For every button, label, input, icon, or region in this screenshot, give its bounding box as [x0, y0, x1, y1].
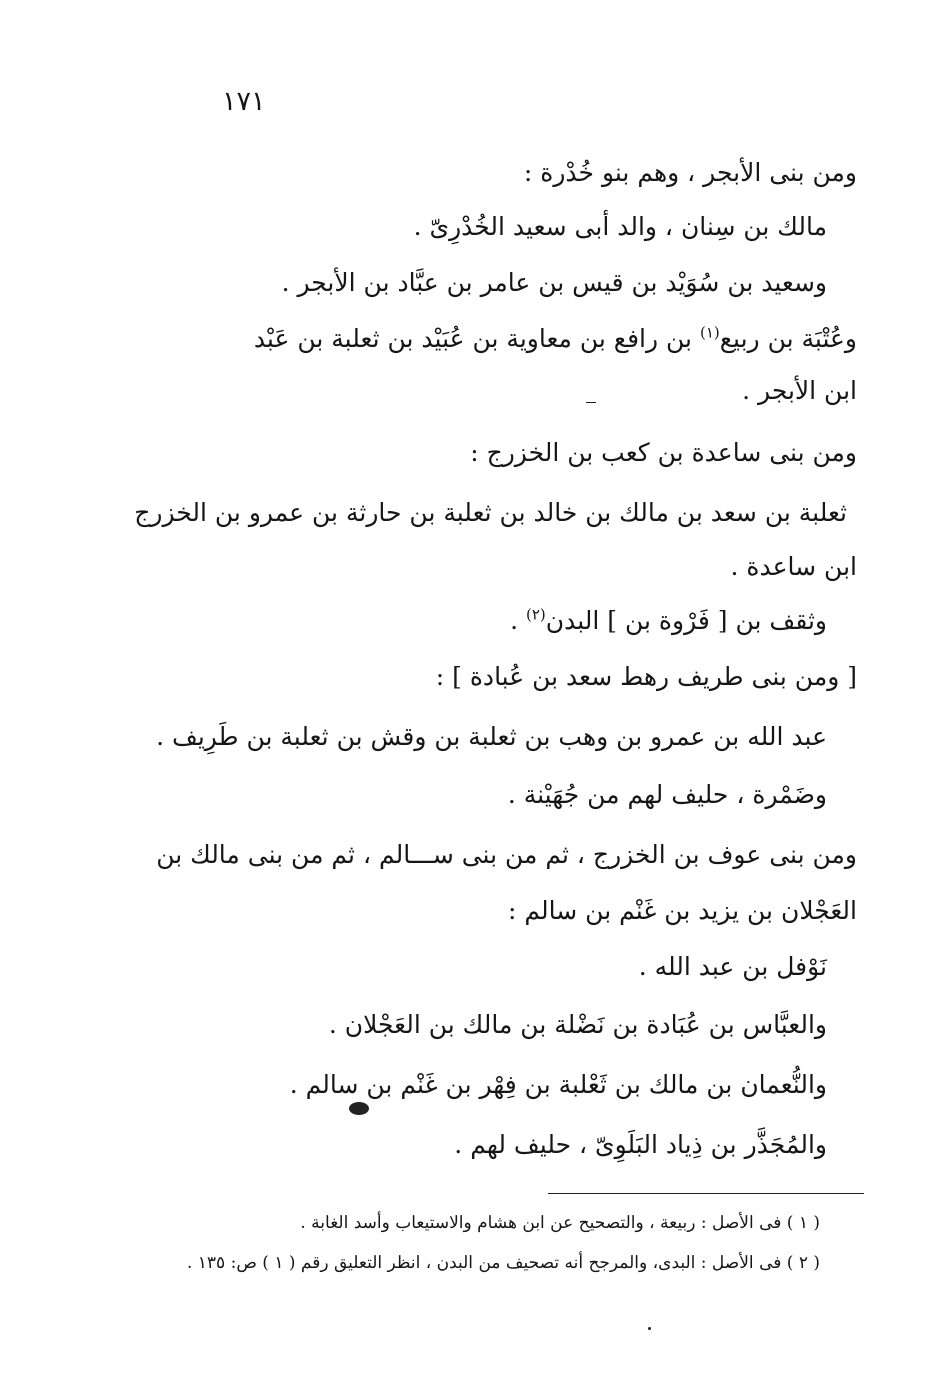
text-line: وسعيد بن سُوَيْد بن قيس بن عامر بن عبَّاد بن الأبجر . [281, 268, 827, 297]
text-line: والنُّعمان بن مالك بن ثَعْلبة بن فِهْر بن غَنْم بن سالم . [289, 1070, 827, 1099]
text-line-thaqf [510, 604, 827, 638]
text-line: ابن ساعدة . [730, 552, 857, 581]
text-line: والعبَّاس بن عُبَادة بن نَضْلة بن مالك بن العَجْلان . [328, 1010, 827, 1039]
footnote-separator [548, 1193, 864, 1194]
text-line: ومن بنى الأبجر ، وهم بنو خُدْرة : [523, 158, 857, 187]
ink-speck [648, 1327, 651, 1330]
text-line: عبد الله بن عمرو بن وهب بن ثعلبة بن وقش بن ثعلبة بن طَرِيف . [156, 722, 827, 751]
page-number: ١٧١ [222, 86, 266, 117]
section-heading: ومن بنى ساعدة بن كعب بن الخزرج : [470, 438, 857, 467]
text-line: نَوْفل بن عبد الله . [638, 952, 827, 981]
footnote-marker-1: (١) [699, 323, 720, 342]
text-line: والمُجَذَّر بن ذِياد البَلَوِىّ ، حليف لهم . [454, 1130, 827, 1159]
text-line-utba [187, 322, 857, 356]
section-heading: ومن بنى عوف بن الخزرج ، ثم من بنى ســـالم ، ثم من بنى مالك بن [156, 840, 857, 869]
footnote-1: ( ١ ) فى الأصل : ربيعة ، والتصحيح عن ابن هشام والاستيعاب وأسد الغابة . [300, 1213, 820, 1233]
text-line: مالك بن سِنان ، والد أبى سعيد الخُدْرِىّ . [413, 212, 827, 241]
utba-text-before: وعُتْبَة بن ربيع [719, 324, 857, 353]
text-line: ابن الأبجر . [742, 376, 857, 405]
footnote-marker-2: (٢) [525, 605, 546, 624]
text-line: وضَمْرة ، حليف لهم من جُهَيْنة . [507, 780, 827, 809]
utba-text-after: بن رافع بن معاوية بن عُبَيْد بن ثعلبة بن عَبْد [253, 324, 693, 353]
footnote-2: ( ٢ ) فى الأصل : البدى، والمرجح أنه تصحيف من البدن ، انظر التعليق رقم ( ١ ) ص: ١٣٥ . [186, 1253, 820, 1273]
thaqf-text-before: وثقف بن [ فَرْوة بن ] البدن [545, 606, 827, 635]
text-line: ثعلبة بن سعد بن مالك بن خالد بن ثعلبة بن حارثة بن عمرو بن الخزرج [134, 498, 847, 527]
section-heading: [ ومن بنى طريف رهط سعد بن عُبادة ] : [435, 662, 857, 691]
thaqf-text-after: . [510, 606, 526, 635]
ink-speck [586, 402, 596, 403]
text-line: العَجْلان بن يزيد بن غَنْم بن سالم : [508, 896, 857, 925]
ink-blot [349, 1102, 369, 1115]
